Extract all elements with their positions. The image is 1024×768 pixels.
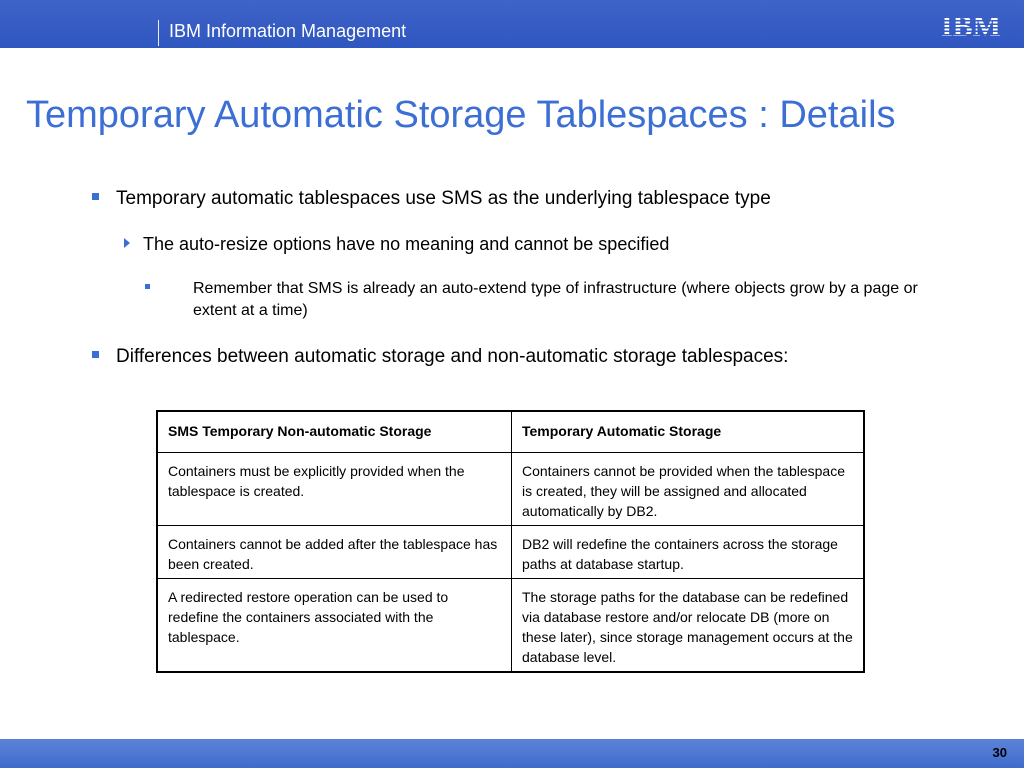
bullet-text: The auto-resize options have no meaning and cannot be specified: [143, 234, 670, 254]
bullet-level1-sms: [92, 188, 771, 210]
bullet-level1-differences: [92, 346, 788, 368]
table-cell: Containers cannot be provided when the tablespace is created, they will be assigned and allocated automatically by DB2.: [512, 453, 865, 526]
small-square-bullet-icon: [145, 284, 150, 289]
table-header-row: [157, 411, 864, 453]
header-bar: [0, 0, 1024, 48]
triangle-bullet-icon: [124, 238, 130, 248]
bullet-level3-remember: [145, 278, 935, 322]
column-header-non-automatic: SMS Temporary Non-automatic Storage: [157, 411, 512, 453]
bullet-text: Differences between automatic storage and non-automatic storage tablespaces:: [116, 346, 789, 367]
table-cell: The storage paths for the database can be redefined via database restore and/or relocate DB (more on these later), since storage management occurs at the database level.: [512, 579, 865, 673]
header-brand-text: IBM Information Management: [169, 21, 407, 41]
square-bullet-icon: [92, 351, 99, 358]
footer-bar: [0, 739, 1024, 768]
page-number: 30: [992, 745, 1007, 760]
slide-title: Temporary Automatic Storage Tablespaces : Details: [26, 94, 896, 136]
ibm-logo-icon: [936, 11, 1006, 39]
table-row: [157, 579, 864, 673]
bullet-text: Remember that SMS is already an auto-extend type of infrastructure (where objects grow by a page or extent at a time): [193, 280, 918, 319]
ibm-logo-text: IBM: [941, 11, 1001, 39]
table-row: [157, 526, 864, 579]
column-header-automatic: Temporary Automatic Storage: [512, 411, 865, 453]
table-row: [157, 453, 864, 526]
table-cell: Containers must be explicitly provided when the tablespace is created.: [157, 453, 512, 526]
table-cell: A redirected restore operation can be used to redefine the containers associated with the tablespace.: [157, 579, 512, 673]
table-cell: DB2 will redefine the containers across the storage paths at database startup.: [512, 526, 865, 579]
table-cell: Containers cannot be added after the tablespace has been created.: [157, 526, 512, 579]
header-separator: [158, 20, 159, 46]
bullet-text: Temporary automatic tablespaces use SMS as the underlying tablespace type: [116, 188, 771, 209]
bullet-level2-auto-resize: [124, 234, 669, 255]
square-bullet-icon: [92, 193, 99, 200]
comparison-table: [156, 410, 865, 673]
